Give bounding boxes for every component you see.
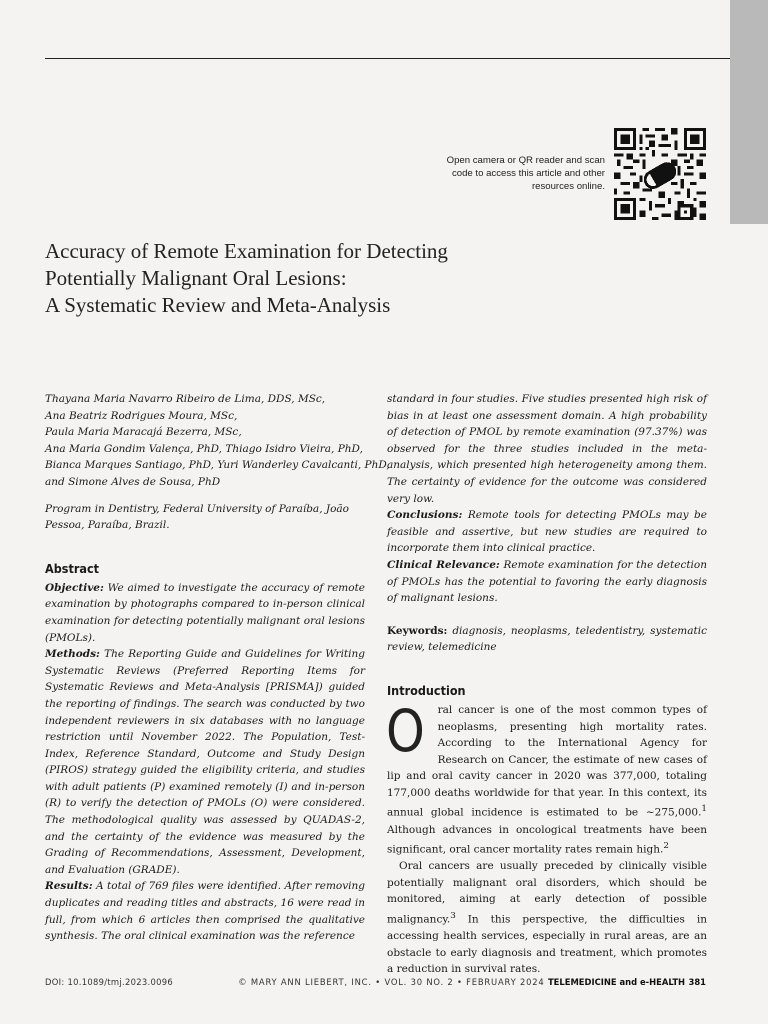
conclusions-text: Remote tools for detecting PMOLs may be feasible and assertive, but new studies are required to incorporate them into clinical practice. [387,509,707,555]
page-number: 381 [688,977,706,987]
results-text: A total of 769 files were identified. After removing duplicates and reading titles and abstracts, 16 were read in full, from which 6 articles then comprised the qualitative synthesis. The oral clinical examination was the reference [45,880,365,943]
footer-citation [238,977,706,987]
intro-text: In this perspective, the difficulties in accessing health services, especially in rural areas, are an obstacle to early diagnosis and treatment, which promotes a reduction in survival rates. [387,913,707,976]
introduction-heading: Introduction [387,682,466,698]
drop-cap: O [386,696,425,765]
left-column [45,391,390,945]
reference-marker[interactable]: 3 [450,911,456,922]
keywords [387,623,707,656]
keywords-text: diagnosis, neoplasms, teledentistry, systematic review, telemedicine [387,624,707,654]
page-edge-tab [730,0,768,224]
author-line: Thayana Maria Navarro Ribeiro de Lima, DDS, MSc, [45,393,326,405]
intro-text: Although advances in oncological treatments have been significant, oral cancer mortality rates remain high. [387,823,707,856]
author-line: Bianca Marques Santiago, PhD, Yuri Wanderley Cavalcanti, PhD, [45,459,390,472]
objective-label: Objective: [45,581,104,594]
methods-text: The Reporting Guide and Guidelines for Writing Systematic Reviews (Preferred Reporting Items for Systematic Reviews and Meta-Analysis [PRISMA]) guided the reporting of findings. The search was conducted by two independent reviewers in six databases with no language restriction until November 2022. The Population, Test-Index, Reference Standard, Outcome and Study Design (PIROS) strategy guided the eligibility criteria, and studies with adult patients (P) examined remotely (I) and in-person (R) to verify the detection of PMOLs (O) were considered. The methodological quality was assessed by QUADAS-2, and the certainty of the evidence was measured by the Grading of Recommendations, Assessment, Development, and Evaluation (GRADE). [45,648,365,876]
abstract-results [45,878,365,944]
author-line: Ana Beatriz Rodrigues Moura, MSc, [45,409,238,422]
qr-caption: Open camera or QR reader and scan code to access this article and other resources online. [446,155,605,192]
results-label: Results: [45,880,93,893]
intro-paragraph [387,858,707,978]
author-line: Ana Maria Gondim Valença, PhD, Thiago Isidro Vieira, PhD, [45,442,363,455]
author-line: and Simone Alves de Sousa, PhD [45,475,221,488]
header-rule [45,58,730,59]
publisher-info: © MARY ANN LIEBERT, INC. • VOL. 30 NO. 2 • FEBRUARY 2024 [238,977,545,987]
doi[interactable]: DOI: 10.1089/tmj.2023.0096 [45,977,173,987]
conclusions-label: Conclusions: [387,509,463,522]
intro-paragraph [386,696,707,858]
abstract-objective [45,580,365,646]
title-line: A Systematic Review and Meta-Analysis [45,293,391,317]
intro-text: Oral cancers are usually preceded by clinically visible potentially malignant oral disorders, which should be monitored, aiming at early detection of possible malignancy. [387,860,707,926]
journal-name: TELEMEDICINE and e-HEALTH [547,977,686,987]
right-column [387,391,707,978]
intro-text: ral cancer is one of the most common types of neoplasms, presenting high mortality rates. According to the International Agency for Research on Cancer, the estimate of new cases of lip and oral cavity cancer in 2020 was 377,000, totaling 177,000 deaths worldwide for that year. In this context, its annual global incidence is estimated to be ∼275,000. [387,703,707,819]
title-line: Potentially Malignant Oral Lesions: [45,266,347,290]
title-line: Accuracy of Remote Examination for Detecting [45,239,448,263]
qr-code-icon[interactable] [614,128,706,220]
relevance-text: Remote examination for the detection of PMOLs has the potential to favoring the early diagnosis of malignant lesions. [387,558,707,605]
abstract-relevance [387,557,707,607]
relevance-label: Clinical Relevance: [387,558,500,571]
abstract-conclusions [387,507,707,557]
objective-text: We aimed to investigate the accuracy of remote examination by photographs compared to in-person clinical examination for detecting potentially malignant oral lesions (PMOLs). [45,581,365,644]
abstract-methods [45,646,365,878]
methods-label: Methods: [45,648,100,661]
abstract-heading: Abstract [45,560,100,576]
author-line: Paula Maria Maracajá Bezerra, MSc, [45,426,242,439]
abstract-results-continued: standard in four studies. Five studies presented high risk of bias in at least one assessment domain. A high probability of detection of PMOL by remote examination (97.37%) was observed for the three studies included in the meta-analysis, which presented high heterogeneity among them. The certainty of evidence for the outcome was considered very low. [387,393,707,505]
reference-marker[interactable]: 1 [701,804,707,815]
article-title [45,238,645,319]
keywords-label: Keywords: [387,624,448,637]
reference-marker[interactable]: 2 [663,841,669,852]
author-list [45,391,390,491]
affiliation: Program in Dentistry, Federal University of Paraíba, João Pessoa, Paraíba, Brazil. [45,502,349,532]
